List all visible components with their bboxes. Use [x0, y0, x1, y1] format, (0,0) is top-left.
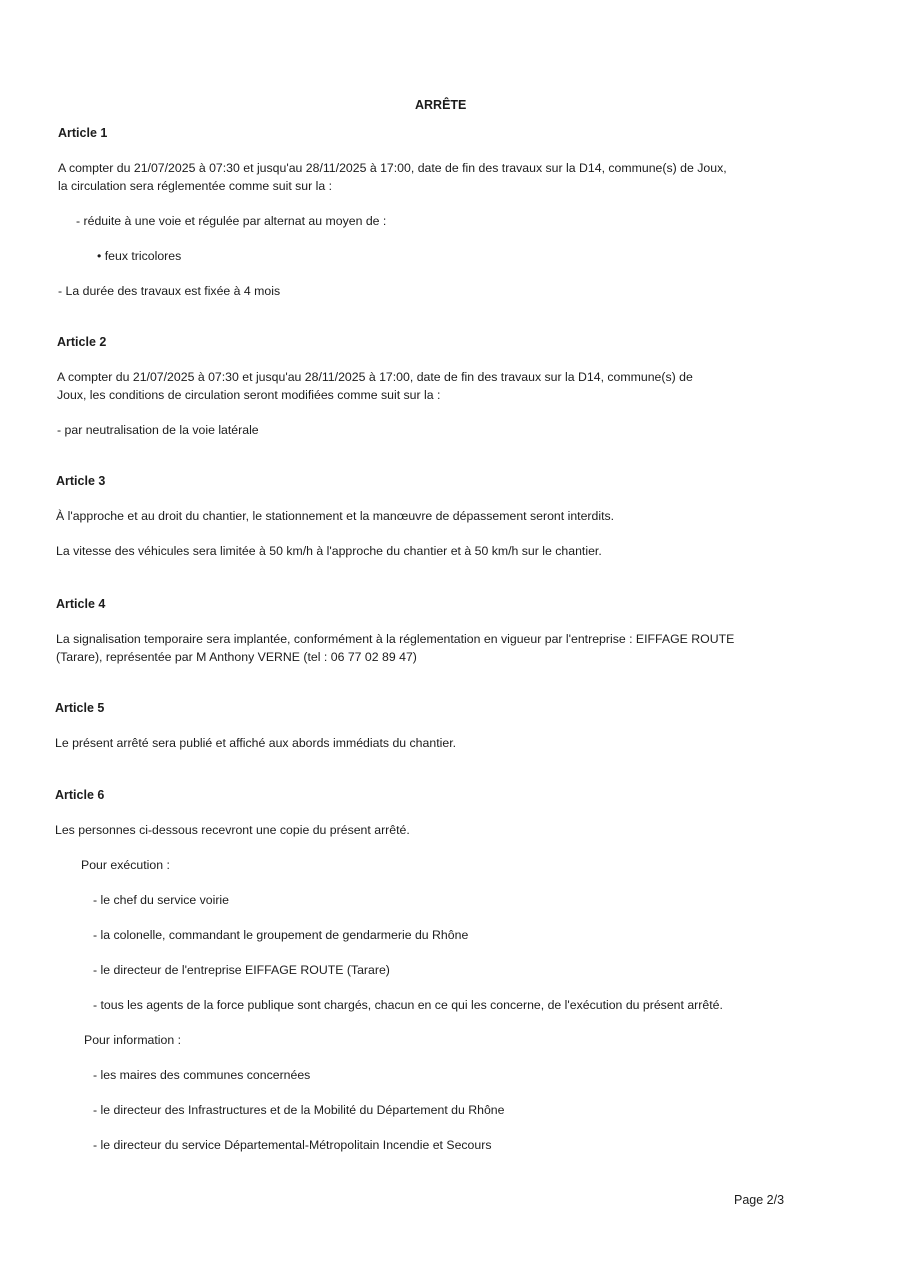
article-1-item: - réduite à une voie et régulée par alternat au moyen de :: [76, 214, 387, 228]
page-number: Page 2/3: [734, 1193, 785, 1207]
article-1-line-2: la circulation sera réglementée comme suit sur la :: [58, 179, 333, 193]
article-2-heading: Article 2: [57, 335, 107, 349]
article-4-line-1: La signalisation temporaire sera implantée, conformément à la réglementation en vigueur par l'entreprise : EIFFAGE ROUTE: [56, 632, 735, 646]
article-2-item: - par neutralisation de la voie latérale: [57, 423, 259, 437]
article-1-duration: - La durée des travaux est fixée à 4 mois: [58, 284, 281, 298]
information-item: - le directeur des Infrastructures et de la Mobilité du Département du Rhône: [93, 1103, 505, 1117]
article-3-para-1: À l'approche et au droit du chantier, le stationnement et la manœuvre de dépassement seront interdits.: [56, 509, 615, 523]
execution-label: Pour exécution :: [81, 858, 170, 872]
execution-item: - la colonelle, commandant le groupement de gendarmerie du Rhône: [93, 928, 469, 942]
article-2-line-1: A compter du 21/07/2025 à 07:30 et jusqu'au 28/11/2025 à 17:00, date de fin des travaux sur la D14, commune(s) de: [57, 370, 693, 384]
article-4-line-2: (Tarare), représentée par M Anthony VERNE (tel : 06 77 02 89 47): [56, 650, 417, 664]
article-4-heading: Article 4: [56, 597, 106, 611]
article-1-subitem: • feux tricolores: [97, 249, 182, 263]
execution-item: - le directeur de l'entreprise EIFFAGE ROUTE (Tarare): [93, 963, 390, 977]
article-3-para-2: La vitesse des véhicules sera limitée à 50 km/h à l'approche du chantier et à 50 km/h sur le chantier.: [56, 544, 602, 558]
article-2-line-2: Joux, les conditions de circulation seront modifiées comme suit sur la :: [57, 388, 441, 402]
information-item: - le directeur du service Départemental-Métropolitain Incendie et Secours: [93, 1138, 492, 1152]
article-3-heading: Article 3: [56, 474, 106, 488]
article-1-line-1: A compter du 21/07/2025 à 07:30 et jusqu'au 28/11/2025 à 17:00, date de fin des travaux sur la D14, commune(s) de Joux,: [58, 161, 727, 175]
article-5-heading: Article 5: [55, 701, 105, 715]
information-item: - les maires des communes concernées: [93, 1068, 311, 1082]
execution-item: - le chef du service voirie: [93, 893, 230, 907]
information-label: Pour information :: [84, 1033, 182, 1047]
article-5-para-1: Le présent arrêté sera publié et affiché aux abords immédiats du chantier.: [55, 736, 457, 750]
page-title: ARRÊTE: [415, 98, 467, 112]
execution-item: - tous les agents de la force publique sont chargés, chacun en ce qui les concerne, de l'exécution du présent arrêté.: [93, 998, 723, 1012]
article-6-intro: Les personnes ci-dessous recevront une copie du présent arrêté.: [55, 823, 410, 837]
article-1-heading: Article 1: [58, 126, 108, 140]
article-6-heading: Article 6: [55, 788, 105, 802]
